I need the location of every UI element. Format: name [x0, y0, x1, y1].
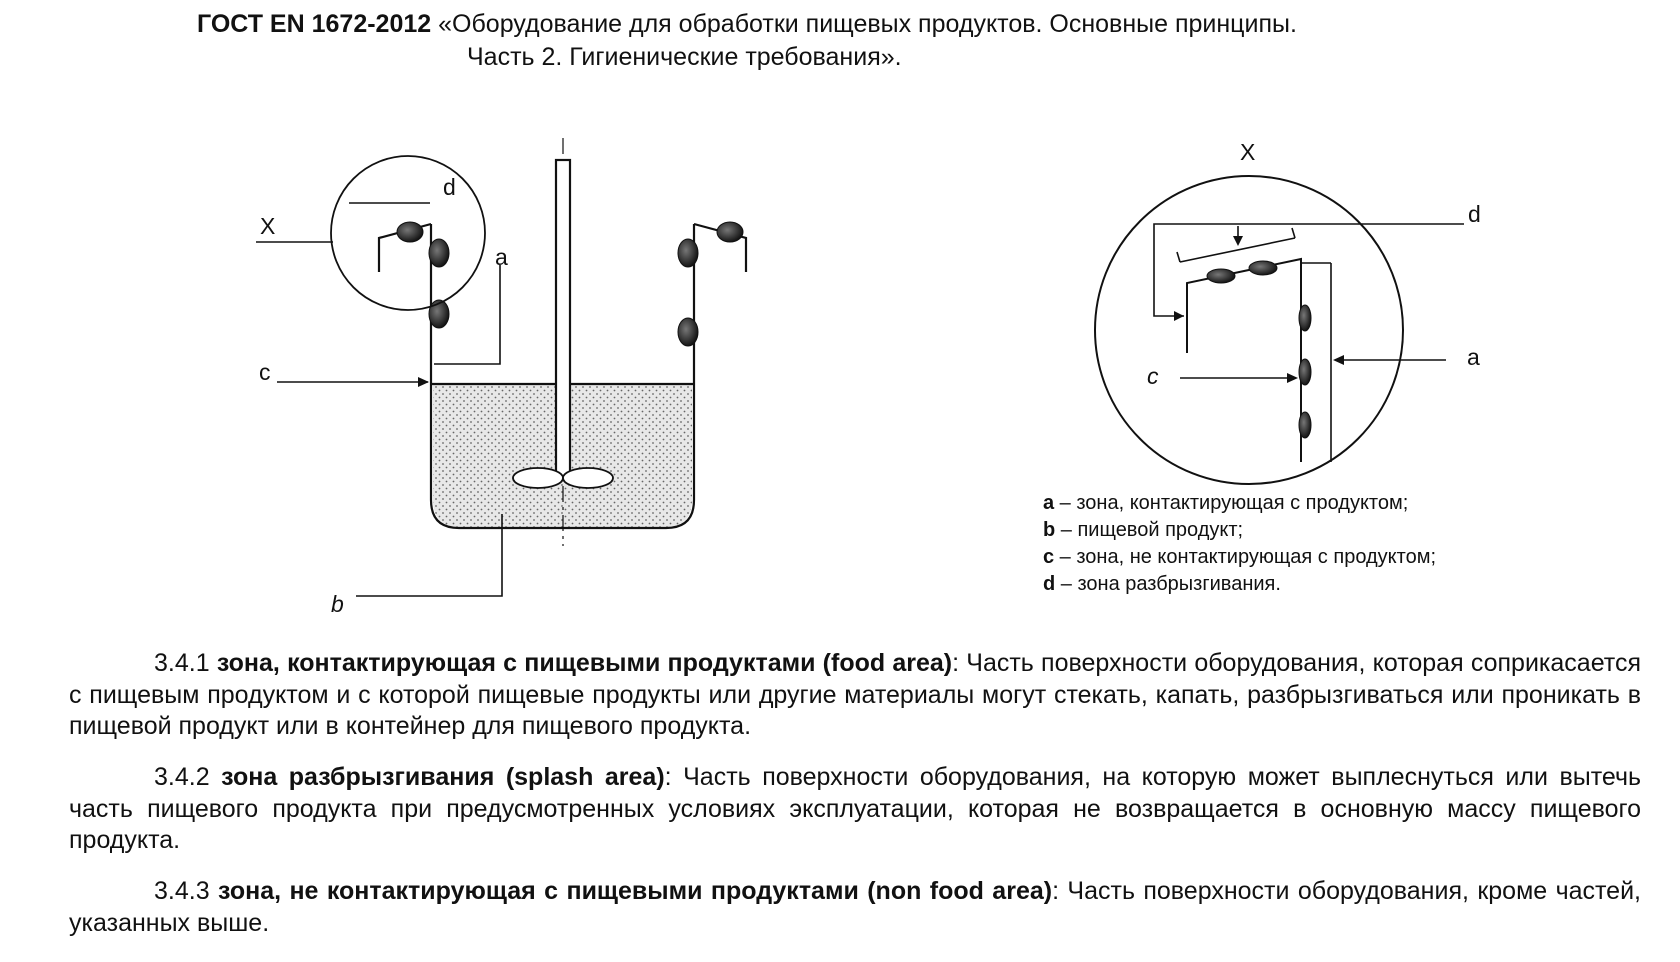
detail-circle: [1095, 176, 1403, 484]
drop-icon: [1207, 269, 1235, 283]
d-dim-tick2: [1292, 228, 1295, 238]
drop-icon: [1299, 359, 1311, 385]
label-b-left: b: [331, 591, 344, 617]
leader-d-right: [1154, 224, 1464, 316]
legend-item-b: b – пищевой продукт;: [1043, 519, 1244, 541]
label-c-left: c: [259, 359, 271, 385]
drop-icon: [1299, 305, 1311, 331]
stirrer-shaft: [556, 160, 570, 478]
paddle-left: [513, 468, 563, 488]
arrow-d-top: [1233, 236, 1243, 246]
arrow-d-right: [1174, 311, 1184, 321]
drop-icon: [1249, 261, 1277, 275]
definition-3-4-3: 3.4.3 зона, не контактирующая с пищевыми продуктами (non food area): Часть поверхности оборудования, кроме частей, указанных выше.: [69, 877, 1641, 937]
label-a-right: a: [1467, 344, 1480, 370]
title-text-1: «Оборудование для обработки пищевых продуктов. Основные принципы.: [438, 10, 1297, 38]
label-d-left: d: [443, 174, 456, 200]
drop-icon: [429, 239, 449, 267]
term-non-food-area: зона, не контактирующая с пищевыми продуктами (non food area): [218, 877, 1053, 905]
title-line-2: Часть 2. Гигиенические требования».: [467, 43, 902, 71]
vessel-diagram: [256, 138, 746, 596]
arrow-c-right: [1287, 373, 1298, 383]
legend-item-d: d – зона разбрызгивания.: [1043, 573, 1281, 595]
arrow-a-right: [1333, 355, 1344, 365]
drop-icon: [1299, 412, 1311, 438]
definition-3-4-2: 3.4.2 зона разбрызгивания (splash area): Часть поверхности оборудования, на которую может выплеснуться или вытечь часть пищевого продукта при предусмотренных условиях эксплуатации, которая не возвращается в основную массу пищевого продукта.: [69, 763, 1641, 854]
definition-3-4-1: 3.4.1 зона, контактирующая с пищевыми продуктами (food area): Часть поверхности оборудования, которая соприкасается с пищевым продуктом и с которой пищевые продукты или другие материалы могут стекать, капать, разбрызгиваться или проникать в пищевой продукт или в контейнер для пищевого продукта.: [69, 649, 1641, 740]
wall-detail: [1187, 259, 1301, 462]
label-d-right: d: [1468, 201, 1481, 227]
term-food-area: зона, контактирующая с пищевыми продуктами (food area): [216, 649, 953, 677]
standard-number: ГОСТ EN 1672-2012: [197, 10, 432, 38]
drop-icon: [678, 318, 698, 346]
figure-legend: [1043, 490, 1436, 598]
detail-diagram: [1095, 176, 1464, 484]
label-x-left: X: [260, 213, 276, 239]
arrow-c: [418, 377, 429, 387]
drop-icon: [397, 222, 423, 242]
label-a-left: a: [495, 244, 508, 270]
drop-icon: [678, 239, 698, 267]
paddle-right: [563, 468, 613, 488]
legend-item-c: c – зона, не контактирующая с продуктом;: [1043, 546, 1437, 568]
label-c-right: c: [1147, 363, 1159, 389]
label-x-right: X: [1240, 139, 1256, 165]
drop-icon: [717, 222, 743, 242]
term-splash-area: зона разбрызгивания (splash area): [221, 763, 665, 791]
d-dim-tick1: [1177, 252, 1180, 262]
legend-item-a: a – зона, контактирующая с продуктом;: [1043, 492, 1409, 514]
